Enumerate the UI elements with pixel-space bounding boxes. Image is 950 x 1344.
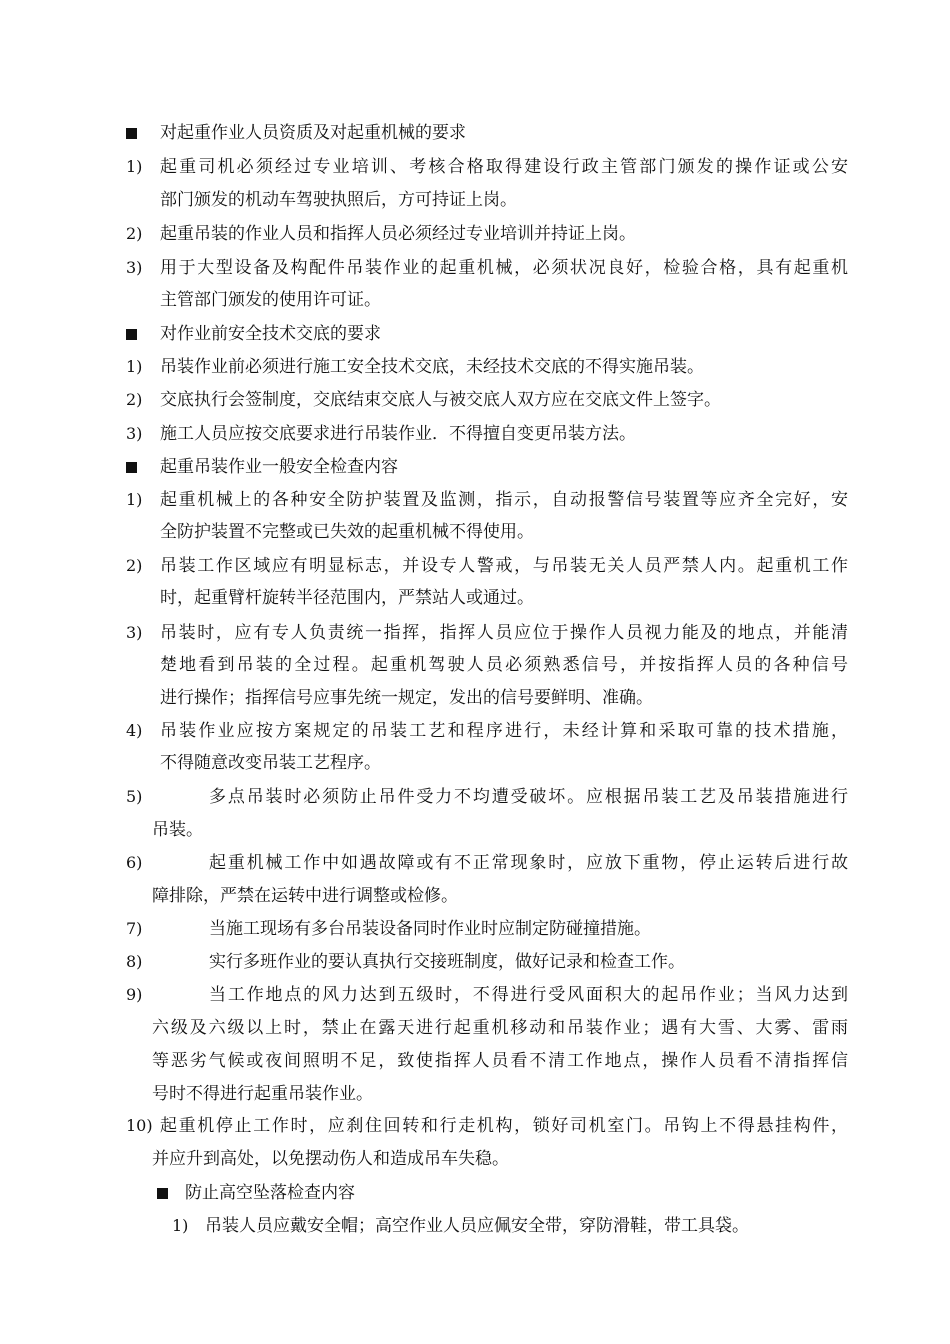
item-number: 2) (126, 556, 143, 575)
item-line: 主管部门颁发的使用许可证。 (160, 290, 381, 310)
item-line: 吊装时，应有专人负责统一指挥，指挥人员应位于操作人员视力能及的地点，并能清 (160, 623, 848, 643)
item-line: 多点吊装时必须防止吊件受力不均遭受破坏。应根据吊装工艺及吊装措施进行 (209, 787, 848, 807)
item-line: 时，起重臂杆旋转半径范围内，严禁站人或通过。 (160, 588, 534, 608)
item-number: 1) (126, 157, 143, 176)
item-line: 交底执行会签制度，交底结束交底人与被交底人双方应在交底文件上签字。 (160, 390, 721, 410)
item-line: 不得随意改变吊装工艺程序。 (160, 753, 381, 773)
item-line: 吊装工作区域应有明显标志，并设专人警戒，与吊装无关人员严禁人内。起重机工作 (160, 556, 848, 576)
section-heading: 防止高空坠落检查内容 (185, 1183, 355, 1203)
item-number: 7) (126, 919, 143, 938)
item-number: 10) (126, 1116, 153, 1135)
item-line: 六级及六级以上时，禁止在露天进行起重机移动和吊装作业；遇有大雪、大雾、雷雨 (152, 1018, 848, 1038)
bullet-square-icon (126, 462, 137, 473)
item-line: 障排除，严禁在运转中进行调整或检修。 (152, 886, 458, 906)
item-number: 1) (172, 1216, 189, 1235)
bullet-square-icon (126, 128, 137, 139)
section-heading: 对作业前安全技术交底的要求 (160, 324, 381, 344)
item-line: 部门颁发的机动车驾驶执照后，方可持证上岗。 (160, 190, 517, 210)
item-line: 号时不得进行起重吊装作业。 (152, 1084, 373, 1104)
item-line: 起重机械上的各种安全防护装置及监测，指示，自动报警信号装置等应齐全完好，安 (160, 490, 848, 510)
item-line: 楚地看到吊装的全过程。起重机驾驶人员必须熟悉信号，并按指挥人员的各种信号 (160, 655, 848, 675)
item-line: 起重机械工作中如遇故障或有不正常现象时，应放下重物，停止运转后进行故 (209, 853, 848, 873)
item-number: 1) (126, 490, 143, 509)
item-line: 吊装人员应戴安全帽；高空作业人员应佩安全带，穿防滑鞋，带工具袋。 (205, 1216, 749, 1236)
item-number: 9) (126, 985, 143, 1004)
item-line: 实行多班作业的要认真执行交接班制度，做好记录和检查工作。 (209, 952, 685, 972)
item-number: 3) (126, 258, 143, 277)
item-line: 并应升到高处，以免摆动伤人和造成吊车失稳。 (152, 1149, 509, 1169)
item-number: 2) (126, 224, 143, 243)
bullet-square-icon (157, 1188, 168, 1199)
item-number: 5) (126, 787, 143, 806)
item-number: 3) (126, 424, 143, 443)
item-number: 2) (126, 390, 143, 409)
item-line: 当工作地点的风力达到五级时，不得进行受风面积大的起吊作业；当风力达到 (209, 985, 848, 1005)
item-number: 1) (126, 357, 143, 376)
item-line: 当施工现场有多台吊装设备同时作业时应制定防碰撞措施。 (209, 919, 651, 939)
bullet-square-icon (126, 329, 137, 340)
item-number: 8) (126, 952, 143, 971)
item-line: 全防护装置不完整或已失效的起重机械不得使用。 (160, 522, 534, 542)
item-number: 6) (126, 853, 143, 872)
item-line: 用于大型设备及构配件吊装作业的起重机械，必须状况良好，检验合格，具有起重机 (160, 258, 848, 278)
item-number: 4) (126, 721, 143, 740)
item-line: 进行操作；指挥信号应事先统一规定，发出的信号要鲜明、准确。 (160, 688, 653, 708)
item-line: 等恶劣气候或夜间照明不足，致使指挥人员看不清工作地点，操作人员看不清指挥信 (152, 1051, 848, 1071)
section-heading: 对起重作业人员资质及对起重机械的要求 (160, 123, 466, 143)
item-number: 3) (126, 623, 143, 642)
item-line: 起重机停止工作时，应刹住回转和行走机构，锁好司机室门。吊钩上不得悬挂构件， (160, 1116, 848, 1136)
item-line: 吊装作业前必须进行施工安全技术交底，未经技术交底的不得实施吊装。 (160, 357, 704, 377)
item-line: 起重吊装的作业人员和指挥人员必须经过专业培训并持证上岗。 (160, 224, 636, 244)
item-line: 起重司机必须经过专业培训、考核合格取得建设行政主管部门颁发的操作证或公安 (160, 157, 848, 177)
item-line: 施工人员应按交底要求进行吊装作业．不得擅自变更吊装方法。 (160, 424, 636, 444)
item-line: 吊装作业应按方案规定的吊装工艺和程序进行，未经计算和采取可靠的技术措施， (160, 721, 848, 741)
item-line: 吊装。 (152, 820, 203, 840)
section-heading: 起重吊装作业一般安全检查内容 (160, 457, 398, 477)
